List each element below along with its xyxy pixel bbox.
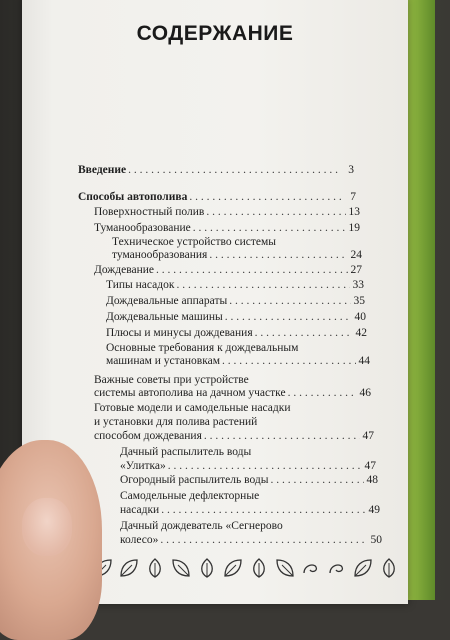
leaf-icon [144,557,166,579]
toc-entry-label-line1: Готовые модели и самодельные насадки [94,402,291,414]
toc-entry-page: 50 [370,534,382,546]
toc-entry-page: 33 [352,279,364,291]
thumb-nail [22,498,72,556]
curl-icon [300,557,322,579]
toc-entry-page: 19 [348,222,360,234]
leader-dots [176,279,350,292]
toc-entry-label: туманообразования [112,249,208,261]
toc-entry-label: «Улитка» [120,460,166,472]
leader-dots [270,474,364,487]
toc-entry-page: 35 [353,295,365,307]
toc-entry-deflector-nozzles [120,504,380,517]
toc-entry-label: системы автополива на дачном участке [94,387,286,399]
toc-entry-label: Дождевальные аппараты [106,295,228,307]
leader-dots [128,164,340,177]
leaf-icon [170,557,192,579]
toc-entry-introduction [78,164,354,177]
toc-entry-page: 48 [366,474,378,486]
toc-entry-requirements [106,355,370,368]
toc-entry-garden-sprayer [120,474,378,487]
toc-entry-label-line1: Важные советы при устройстве [94,374,249,386]
toc-entry-fogging-system [112,249,362,262]
leaf-icon [352,557,374,579]
leader-dots [161,504,366,517]
leader-dots [255,327,353,340]
toc-entry-page: 42 [355,327,367,339]
toc-entry-page: 13 [348,206,360,218]
toc-entry-label: Туманообразование [94,222,191,234]
toc-entry-label: Поверхностный полив [94,206,205,218]
toc-entry-page: 46 [359,387,371,399]
toc-entry-surface-irrigation [94,206,360,219]
leader-dots [206,206,346,219]
toc-entry-label-line1: Дачный распылитель воды [120,446,252,458]
toc-entry-label-line2: и установки для полива растений [94,416,258,428]
leaf-icon [378,557,400,579]
leaf-icon [196,557,218,579]
page-title: СОДЕРЖАНИЕ [136,22,294,45]
leader-dots [193,222,346,235]
toc-entry-label-line1: Основные требования к дождевальным [106,342,299,354]
leader-dots [225,311,352,324]
toc-entry-label: Способы автополива [78,191,188,203]
leaf-icon [274,557,296,579]
leader-dots [168,460,362,473]
toc-entry-label-line1: Дачный дождеватель «Сегнерово [120,520,283,532]
leaf-icon [248,557,270,579]
leader-dots [222,355,356,368]
toc-entry-page: 44 [358,355,370,367]
toc-entry-label-line1: Техническое устройство системы [112,236,277,248]
toc-entry-tips [94,387,371,400]
toc-entry-nozzle-types [106,279,364,292]
leader-dots [189,191,342,204]
toc-entry-page: 49 [368,504,380,516]
toc-entry-label: Типы насадок [106,279,175,291]
toc-entry-label: насадки [120,504,160,516]
toc-entry-fogging [94,222,360,235]
toc-entry-page: 40 [354,311,366,323]
toc-entry-sprinkler-machines [106,311,366,324]
leader-dots [209,249,348,262]
curl-icon [326,557,348,579]
leader-dots [156,264,348,277]
toc-entry-pros-cons [106,327,367,340]
toc-entry-label: колесо» [120,534,159,546]
toc-entry-sprinkler-devices [106,295,365,308]
toc-entry-ready-models [94,430,374,443]
toc-entry-label: Плюсы и минусы дождевания [106,327,253,339]
toc-entry-page: 7 [350,191,356,203]
toc-entry-snail-sprayer [120,460,376,473]
toc-entry-page: 47 [364,460,376,472]
toc-entry-label: Дождевание [94,264,155,276]
leader-dots [204,430,360,443]
toc-entry-label: Огородный распылитель воды [120,474,269,486]
toc-entry-label: способом дождевания [94,430,202,442]
leader-dots [160,534,368,547]
toc-entry-label-line1: Самодельные дефлекторные [120,490,260,502]
toc-entry-page: 24 [350,249,362,261]
leader-dots [288,387,357,400]
toc-entry-segner-wheel [120,534,382,547]
leader-dots [229,295,351,308]
toc-entry-label: Дождевальные машины [106,311,223,323]
leaf-icon [222,557,244,579]
toc-entry-label: машинам и установкам [106,355,221,367]
toc-entry-page: 47 [362,430,374,442]
toc-entry-page: 27 [350,264,362,276]
leaf-ornament-border [92,548,412,588]
toc-entry-page: 3 [348,164,354,176]
toc-entry-irrigation-methods [78,191,356,204]
leaf-icon [118,557,140,579]
toc-entry-sprinkling [94,264,362,277]
toc-entry-label: Введение [78,164,127,176]
